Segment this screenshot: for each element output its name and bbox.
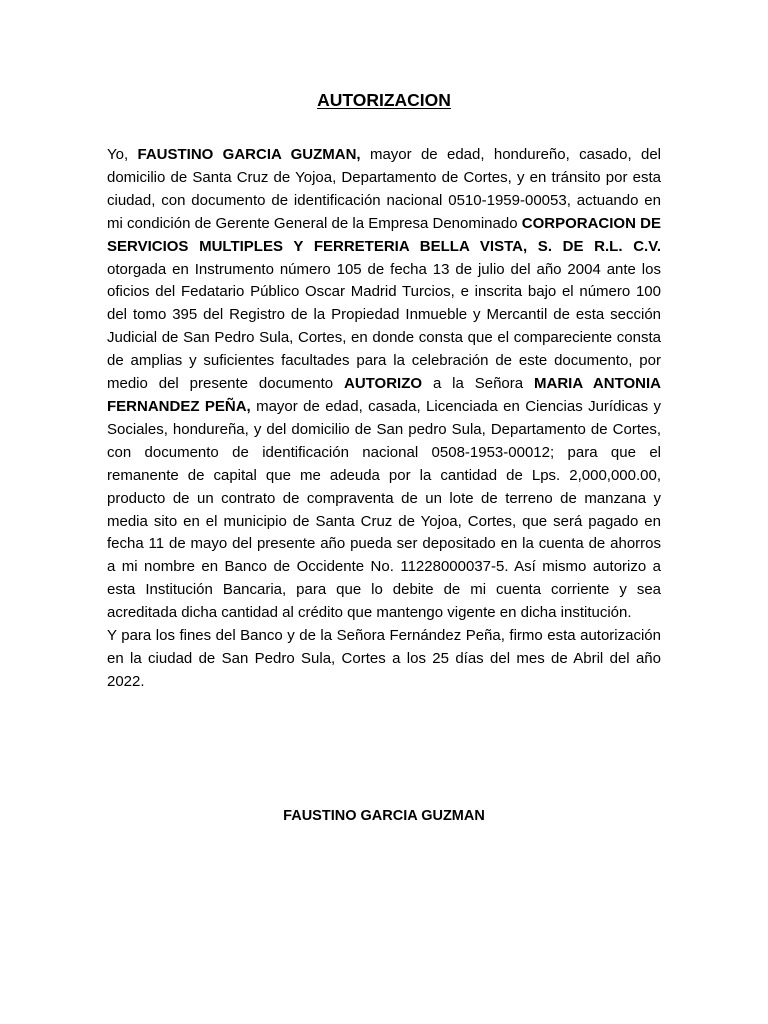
text-segment: otorgada en Instrumento número 105 de fecha 13 de julio del año 2004 ante los oficios del Fedatario Público Oscar Madrid Turcios, e inscrita bajo el número 100 del tomo 395 del Registro de la Propiedad Inmueble y Mercantil de esta sección Judicial de San Pedro Sula, Cortes, en donde consta que el compareciente consta de amplias y suficientes facultades para la celebración de este documento, por medio del presente documento	[107, 260, 661, 393]
document-title: AUTORIZACION	[317, 90, 451, 110]
grantor-name: FAUSTINO GARCIA GUZMAN,	[137, 146, 361, 163]
beneficiary-name: MARIA ANTONIA FERNANDEZ PEÑA,	[107, 375, 661, 415]
text-segment: mayor de edad, casada, Licenciada en Ciencias Jurídicas y Sociales, hondureña, y del domicilio de San pedro Sula, Departamento de Cortes, con documento de identificación nacional 0508-1953-00012; para que el remanente de capital que me adeuda por la cantidad de Lps. 2,000,000.00, producto de un contrato de compraventa de un lote de terreno de manzana y media sito en el municipio de Santa Cruz de Yojoa, Cortes, que será pagado en fecha 11 de mayo del presente año pueda ser depositado en la cuenta de ahorros a mi nombre en Banco de Occidente No. 11228000037-5. Así mismo autorizo a esta Institución Bancaria, para que lo debite de mi cuenta corriente y sea acreditada dicha cantidad al crédito que mantengo vigente en dicha institución.	[107, 397, 661, 622]
signature-name: FAUSTINO GARCIA GUZMAN	[283, 808, 485, 824]
paragraph-closing: Y para los fines del Banco y de la Señora Fernández Peña, firmo esta autorización en la ciudad de San Pedro Sula, Cortes a los 25 días del mes de Abril del año 2022.	[107, 627, 661, 690]
text-segment: mayor de edad, hondureño, casado, del domicilio de Santa Cruz de Yojoa, Departamento de Cortes, y en tránsito por esta ciudad, con documento de identificación nacional 0510-1959-00053, actuando en mi condición de Gerente General de la Empresa Denominado	[107, 146, 661, 232]
text-segment: a la Señora	[422, 375, 534, 393]
document-body	[107, 144, 661, 694]
company-name: CORPORACION DE SERVICIOS MULTIPLES Y FERRETERIA BELLA VISTA, S. DE R.L. C.V.	[107, 214, 661, 255]
paragraph-main	[107, 144, 661, 625]
autorizo-keyword: AUTORIZO	[344, 375, 423, 393]
text-segment: Yo,	[107, 146, 138, 163]
